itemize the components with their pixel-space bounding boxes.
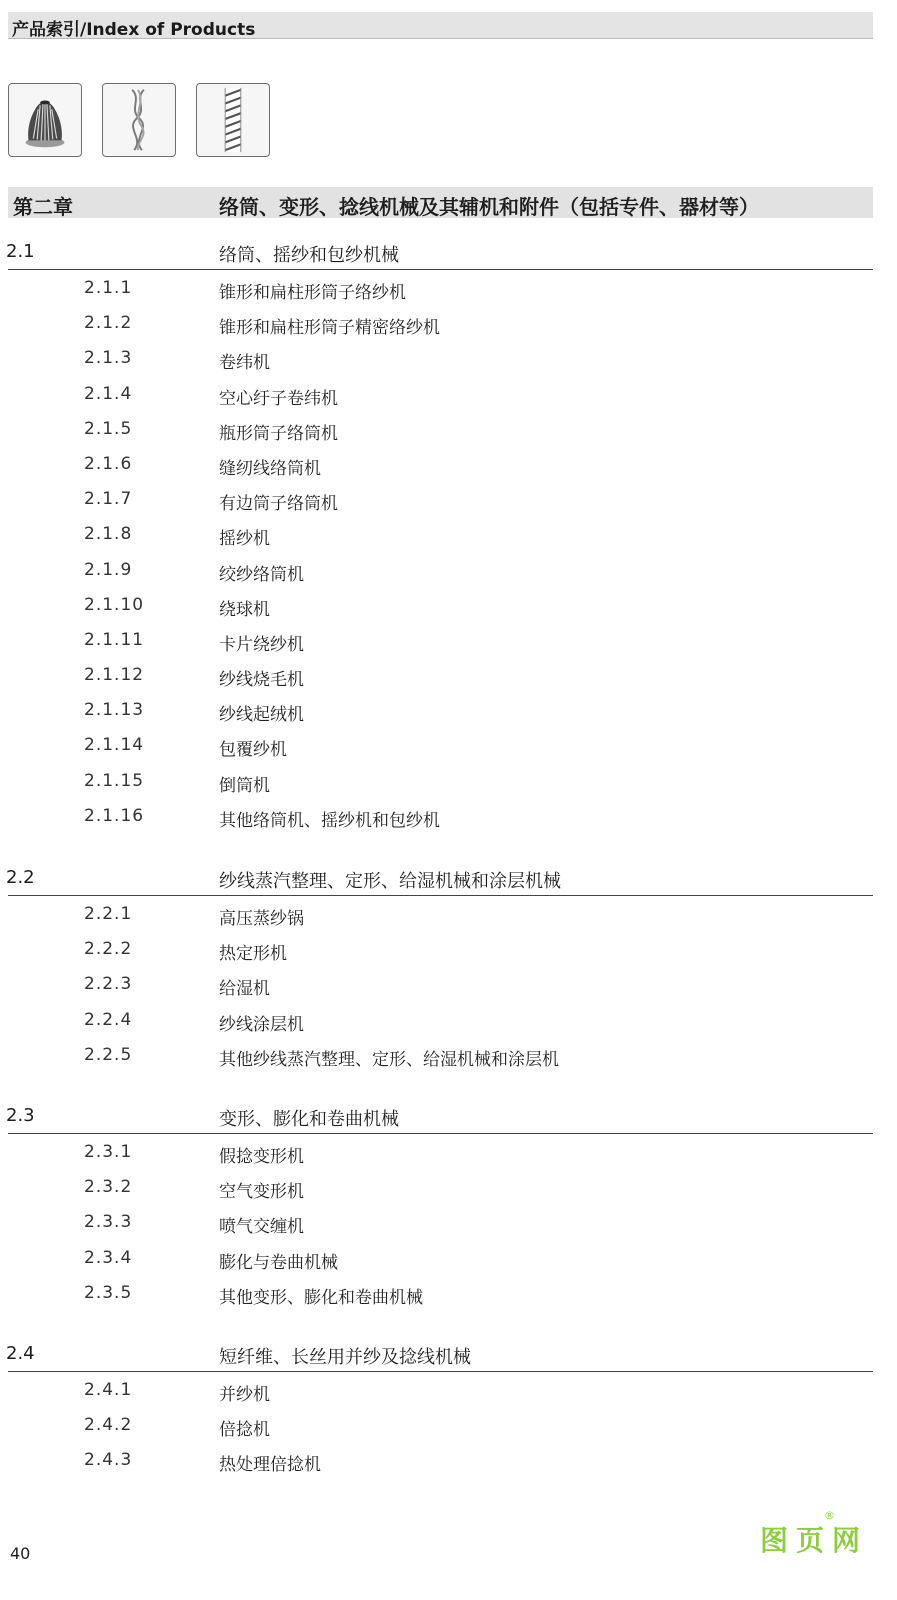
item-name: 假捻变形机: [219, 1147, 304, 1167]
item-code: 2.3.2: [84, 1177, 133, 1198]
item-code: 2.1.15: [84, 770, 145, 791]
section-title: 络筒、摇纱和包纱机械: [219, 245, 399, 266]
item-code: 2.1.12: [84, 665, 145, 686]
item-code: 2.1.6: [84, 453, 133, 474]
item-name: 其他变形、膨化和卷曲机械: [219, 1287, 423, 1308]
item-code: 2.1.14: [84, 735, 145, 756]
list-item: [0, 622, 897, 657]
list-item: [0, 587, 897, 622]
list-item: [0, 481, 897, 516]
section-2-3: [0, 1099, 897, 1310]
section-2-1: [0, 235, 897, 833]
item-name: 纱线烧毛机: [219, 670, 304, 691]
item-code: 2.1.1: [84, 278, 133, 298]
item-name: 倍捻机: [219, 1420, 270, 1441]
item-name: 并纱机: [219, 1385, 270, 1405]
item-name: 锥形和扁柱形筒子精密络纱机: [219, 318, 440, 339]
section-number: 2.1: [6, 241, 35, 262]
item-name: 热定形机: [219, 944, 287, 965]
item-name: 锥形和扁柱形筒子络纱机: [219, 283, 406, 303]
item-name: 喷气交缠机: [219, 1217, 304, 1238]
list-item: [0, 798, 897, 833]
item-name: 空气变形机: [219, 1182, 304, 1203]
section-2-4: [0, 1337, 897, 1478]
list-item: [0, 657, 897, 692]
item-code: 2.1.10: [84, 594, 145, 615]
section-title: 变形、膨化和卷曲机械: [219, 1109, 399, 1130]
item-name: 纱线起绒机: [219, 705, 304, 726]
item-name: 其他纱线蒸汽整理、定形、给湿机械和涂层机: [219, 1049, 559, 1070]
section-heading: [8, 1099, 873, 1134]
section-number: 2.2: [6, 867, 35, 888]
item-code: 2.4.2: [84, 1415, 133, 1436]
item-name: 空心纡子卷纬机: [219, 388, 338, 409]
watermark-text: 图页网: [760, 1524, 869, 1557]
list-item: [0, 692, 897, 727]
chapter-number: 第二章: [13, 195, 73, 219]
item-code: 2.3.4: [84, 1247, 133, 1268]
item-code: 2.1.13: [84, 700, 145, 721]
list-item: [0, 446, 897, 481]
item-name: 纱线涂层机: [219, 1014, 304, 1035]
chapter-title: 络筒、变形、捻线机械及其辅机和附件（包括专件、器材等）: [219, 195, 759, 219]
item-name: 缝纫线络筒机: [219, 458, 321, 479]
page-number: 40: [10, 1544, 31, 1563]
item-name: 卷纬机: [219, 353, 270, 374]
item-code: 2.3.3: [84, 1212, 133, 1233]
item-code: 2.1.2: [84, 313, 133, 334]
item-name: 绕球机: [219, 599, 270, 620]
item-code: 2.4.1: [84, 1380, 133, 1400]
list-item: [0, 763, 897, 798]
list-item: [0, 966, 897, 1001]
list-item: [0, 1372, 897, 1407]
list-item: [0, 1275, 897, 1310]
item-name: 高压蒸纱锅: [219, 909, 304, 929]
list-item: [0, 1134, 897, 1169]
item-name: 摇纱机: [219, 529, 270, 550]
list-item: [0, 896, 897, 931]
item-code: 2.2.2: [84, 939, 133, 960]
list-item: [0, 727, 897, 762]
bobbin-icon: [8, 83, 82, 157]
list-item: [0, 1442, 897, 1477]
index-header-bar: [8, 12, 873, 39]
item-code: 2.1.7: [84, 489, 133, 510]
item-name: 给湿机: [219, 979, 270, 1000]
item-code: 2.1.16: [84, 805, 145, 826]
section-title: 短纤维、长丝用并纱及捻线机械: [219, 1347, 471, 1368]
list-item: [0, 1204, 897, 1239]
item-code: 2.3.5: [84, 1282, 133, 1303]
item-code: 2.1.4: [84, 383, 133, 404]
item-code: 2.2.3: [84, 974, 133, 995]
section-title: 纱线蒸汽整理、定形、给湿机械和涂层机械: [219, 871, 561, 892]
item-name: 膨化与卷曲机械: [219, 1252, 338, 1273]
list-item: [0, 1407, 897, 1442]
list-item: [0, 1002, 897, 1037]
item-code: 2.1.5: [84, 418, 133, 439]
registered-mark: ®: [824, 1509, 835, 1522]
item-code: 2.2.4: [84, 1009, 133, 1030]
list-item: [0, 1037, 897, 1072]
list-item: [0, 340, 897, 375]
list-item: [0, 1240, 897, 1275]
item-code: 2.4.3: [84, 1450, 133, 1471]
list-item: [0, 411, 897, 446]
list-item: [0, 1169, 897, 1204]
list-item: [0, 931, 897, 966]
list-item: [0, 376, 897, 411]
index-header-title: 产品索引/Index of Products: [12, 20, 256, 40]
item-name: 包覆纱机: [219, 740, 287, 761]
item-name: 瓶形筒子络筒机: [219, 423, 338, 444]
plied-yarn-icon: [196, 83, 270, 157]
item-name: 有边筒子络筒机: [219, 494, 338, 515]
section-number: 2.4: [6, 1343, 35, 1364]
item-name: 倒筒机: [219, 775, 270, 796]
item-code: 2.3.1: [84, 1142, 133, 1162]
list-item: [0, 305, 897, 340]
section-heading: [8, 235, 873, 270]
item-code: 2.1.3: [84, 348, 133, 369]
item-name: 绞纱络筒机: [219, 564, 304, 585]
item-code: 2.1.9: [84, 559, 133, 580]
item-code: 2.1.11: [84, 629, 145, 650]
chapter-header: [8, 187, 873, 218]
item-name: 热处理倍捻机: [219, 1455, 321, 1476]
item-code: 2.2.1: [84, 904, 133, 924]
item-code: 2.2.5: [84, 1044, 133, 1065]
item-code: 2.1.8: [84, 524, 133, 545]
item-name: 其他络筒机、摇纱机和包纱机: [219, 810, 440, 831]
list-item: [0, 552, 897, 587]
list-item: [0, 516, 897, 551]
section-2-2: [0, 861, 897, 1072]
section-heading: [8, 1337, 873, 1372]
section-number: 2.3: [6, 1105, 35, 1126]
twisted-yarn-icon: [102, 83, 176, 157]
item-name: 卡片绕纱机: [219, 634, 304, 655]
section-heading: [8, 861, 873, 896]
list-item: [0, 270, 897, 305]
watermark-logo: [760, 1509, 869, 1559]
